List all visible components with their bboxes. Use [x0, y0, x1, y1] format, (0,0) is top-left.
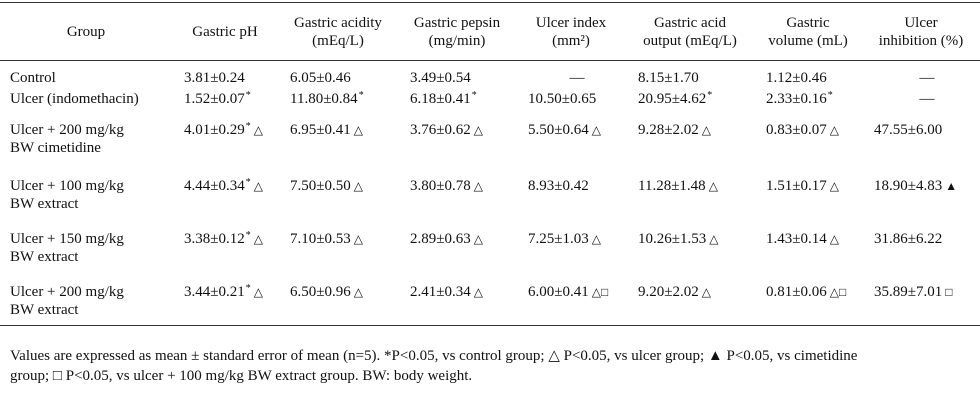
significance-marker: △	[253, 179, 263, 193]
table-row	[0, 226, 980, 279]
value-cell	[754, 117, 862, 173]
value-cell	[626, 226, 754, 279]
table-footnote	[10, 346, 970, 386]
value-cell	[278, 173, 398, 226]
significance-marker: △	[709, 232, 719, 246]
group-cell	[0, 279, 172, 325]
value-cell	[278, 61, 398, 88]
group-label-line1: Ulcer + 200 mg/kg	[10, 284, 124, 300]
group-cell	[0, 87, 172, 117]
significance-marker: △	[353, 232, 363, 246]
significance-marker: △	[473, 285, 483, 299]
significance-asterisk: *	[245, 283, 251, 294]
value-cell	[862, 87, 980, 117]
significance-asterisk: *	[358, 90, 364, 101]
significance-marker: △	[473, 232, 483, 246]
cell-value: 9.20±2.02	[638, 284, 699, 300]
header-gastric-pepsin: Gastric pepsin (mg/min)	[398, 3, 516, 61]
value-cell	[516, 279, 626, 325]
value-cell	[754, 61, 862, 88]
significance-marker: △	[253, 123, 263, 137]
significance-marker: △	[829, 232, 839, 246]
value-cell	[398, 173, 516, 226]
cell-value: 3.81±0.24	[184, 70, 245, 86]
group-label-line1: Ulcer + 150 mg/kg	[10, 231, 124, 247]
value-cell	[862, 117, 980, 173]
cell-value: —	[919, 70, 935, 86]
cell-value: 6.18±0.41	[410, 91, 471, 107]
significance-asterisk: *	[707, 90, 713, 101]
table-row	[0, 279, 980, 325]
significance-marker: △	[353, 179, 363, 193]
cell-value: 6.95±0.41	[290, 122, 351, 138]
cell-value: 10.50±0.65	[528, 91, 597, 107]
group-cell	[0, 173, 172, 226]
value-cell	[754, 226, 862, 279]
table-row	[0, 117, 980, 173]
value-cell	[626, 279, 754, 325]
significance-marker: △□	[829, 285, 847, 299]
value-cell	[398, 279, 516, 325]
cell-value: 1.52±0.07	[184, 91, 245, 107]
value-cell	[398, 117, 516, 173]
significance-marker: △	[473, 123, 483, 137]
significance-marker: △	[253, 285, 263, 299]
significance-marker: △□	[591, 285, 609, 299]
value-cell	[754, 87, 862, 117]
group-label-line1: Ulcer (indomethacin)	[10, 91, 139, 107]
group-cell	[0, 61, 172, 88]
value-cell	[754, 173, 862, 226]
significance-marker: □	[945, 285, 953, 299]
cell-value: 8.93±0.42	[528, 178, 589, 194]
significance-asterisk: *	[471, 90, 477, 101]
cell-value: 6.05±0.46	[290, 70, 351, 86]
value-cell	[278, 87, 398, 117]
value-cell	[516, 226, 626, 279]
cell-value: 2.41±0.34	[410, 284, 471, 300]
significance-marker: △	[253, 232, 263, 246]
cell-value: 3.38±0.12	[184, 231, 245, 247]
significance-marker: △	[591, 232, 601, 246]
group-label-line1: Ulcer + 200 mg/kg	[10, 122, 124, 138]
cell-value: 35.89±7.01	[874, 284, 943, 300]
value-cell	[516, 61, 626, 88]
significance-marker: △	[473, 179, 483, 193]
value-cell	[516, 117, 626, 173]
header-gastric-ph: Gastric pH	[172, 3, 278, 61]
value-cell	[626, 87, 754, 117]
header-group: Group	[0, 3, 172, 61]
significance-marker: △	[353, 285, 363, 299]
footnote-line-2: group; □ P<0.05, vs ulcer + 100 mg/kg BW extract group. BW: body weight.	[10, 368, 473, 384]
table-row	[0, 173, 980, 226]
significance-marker: △	[829, 123, 839, 137]
value-cell	[172, 87, 278, 117]
cell-value: 0.81±0.06	[766, 284, 827, 300]
footnote-line-1: Values are expressed as mean ± standard error of mean (n=5). *P<0.05, vs control group; △ P<0.05, vs ulcer group; ▲ P<0.05, vs cimetidine	[10, 348, 858, 364]
significance-asterisk: *	[245, 121, 251, 132]
cell-value: 7.50±0.50	[290, 178, 351, 194]
value-cell	[172, 173, 278, 226]
cell-value: 5.50±0.64	[528, 122, 589, 138]
value-cell	[398, 226, 516, 279]
group-label-line1: Control	[10, 70, 56, 86]
significance-marker: △	[708, 179, 718, 193]
cell-value: 31.86±6.22	[874, 231, 943, 247]
value-cell	[172, 61, 278, 88]
significance-marker: △	[591, 123, 601, 137]
value-cell	[862, 226, 980, 279]
significance-asterisk: *	[245, 230, 251, 241]
cell-value: 8.15±1.70	[638, 70, 699, 86]
significance-marker: △	[353, 123, 363, 137]
significance-asterisk: *	[245, 90, 251, 101]
cell-value: 1.43±0.14	[766, 231, 827, 247]
significance-marker: △	[701, 285, 711, 299]
value-cell	[516, 173, 626, 226]
header-gastric-acid-output: Gastric acid output (mEq/L)	[626, 3, 754, 61]
cell-value: 6.50±0.96	[290, 284, 351, 300]
cell-value: 1.12±0.46	[766, 70, 827, 86]
group-label-line2: BW extract	[10, 302, 79, 318]
cell-value: 7.25±1.03	[528, 231, 589, 247]
cell-value: 3.49±0.54	[410, 70, 471, 86]
cell-value: 4.44±0.34	[184, 178, 245, 194]
cell-value: —	[569, 70, 585, 86]
cell-value: 3.44±0.21	[184, 284, 245, 300]
table-row	[0, 87, 980, 117]
group-cell	[0, 226, 172, 279]
cell-value: 6.00±0.41	[528, 284, 589, 300]
cell-value: 2.33±0.16	[766, 91, 827, 107]
header-gastric-acidity: Gastric acidity (mEq/L)	[278, 3, 398, 61]
cell-value: 9.28±2.02	[638, 122, 699, 138]
data-table	[0, 2, 980, 326]
value-cell	[278, 279, 398, 325]
cell-value: 3.80±0.78	[410, 178, 471, 194]
significance-marker: △	[701, 123, 711, 137]
cell-value: 47.55±6.00	[874, 122, 943, 138]
header-row	[0, 3, 980, 61]
group-label-line1: Ulcer + 100 mg/kg	[10, 178, 124, 194]
group-label-line2: BW cimetidine	[10, 140, 101, 156]
value-cell	[862, 61, 980, 88]
value-cell	[862, 173, 980, 226]
group-label-line2: BW extract	[10, 249, 79, 265]
cell-value: 18.90±4.83	[874, 178, 943, 194]
value-cell	[754, 279, 862, 325]
header-ulcer-index: Ulcer index (mm²)	[516, 3, 626, 61]
cell-value: 10.26±1.53	[638, 231, 707, 247]
value-cell	[172, 279, 278, 325]
table-row	[0, 61, 980, 88]
value-cell	[398, 61, 516, 88]
cell-value: 11.28±1.48	[638, 178, 706, 194]
value-cell	[172, 226, 278, 279]
cell-value: —	[919, 91, 935, 107]
significance-asterisk: *	[245, 177, 251, 188]
value-cell	[172, 117, 278, 173]
value-cell	[516, 87, 626, 117]
value-cell	[862, 279, 980, 325]
cell-value: 20.95±4.62	[638, 91, 707, 107]
value-cell	[278, 117, 398, 173]
cell-value: 4.01±0.29	[184, 122, 245, 138]
group-cell	[0, 117, 172, 173]
value-cell	[278, 226, 398, 279]
significance-asterisk: *	[827, 90, 833, 101]
cell-value: 0.83±0.07	[766, 122, 827, 138]
cell-value: 1.51±0.17	[766, 178, 827, 194]
value-cell	[398, 87, 516, 117]
cell-value: 2.89±0.63	[410, 231, 471, 247]
cell-value: 3.76±0.62	[410, 122, 471, 138]
value-cell	[626, 61, 754, 88]
value-cell	[626, 173, 754, 226]
cell-value: 11.80±0.84	[290, 91, 358, 107]
group-label-line2: BW extract	[10, 196, 79, 212]
header-gastric-volume: Gastric volume (mL)	[754, 3, 862, 61]
header-ulcer-inhibition: Ulcer inhibition (%)	[862, 3, 980, 61]
value-cell	[626, 117, 754, 173]
cell-value: 7.10±0.53	[290, 231, 351, 247]
significance-marker: △	[829, 179, 839, 193]
significance-marker: ▲	[945, 179, 958, 193]
